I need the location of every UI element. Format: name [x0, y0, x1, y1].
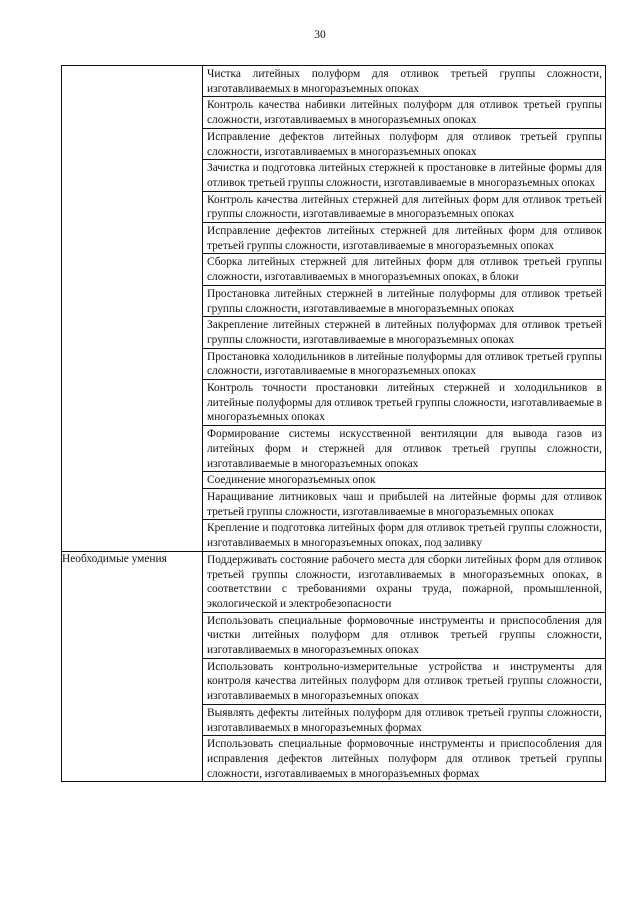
list-item: Контроль качества набивки литейных полуформ для отливок третьей группы сложности, изготавливаемых в многоразъемных опоках	[203, 97, 605, 128]
table-row	[62, 551, 606, 782]
list-item: Закрепление литейных стержней в литейных полуформах для отливок третьей группы сложности, изготавливаемые в многоразъемных опоках	[203, 317, 605, 348]
list-item: Исправление дефектов литейных стержней для литейных форм для отливок третьей группы сложности, изготавливаемые в многоразъемных опоках	[203, 223, 605, 254]
list-item: Формирование системы искусственной вентиляции для вывода газов из литейных форм и стержней для отливок третьей группы сложности, изготавливаемые в многоразъемных опоках	[203, 426, 605, 472]
list-item: Использовать специальные формовочные инструменты и приспособления для исправления дефектов литейных полуформ для отливок третьей группы сложности, изготавливаемых в многоразъемных формах	[207, 738, 602, 780]
list-item: Использовать специальные формовочные инструменты и приспособления для чистки литейных полуформ для отливок третьей группы сложности, изготавливаемых в многоразъемных опоках	[203, 613, 605, 659]
table-row	[62, 66, 606, 552]
list-item: Зачистка и подготовка литейных стержней к простановке в литейные формы для отливок третьей группы сложности, изготавливаемые в многоразъемных опоках	[203, 160, 605, 191]
row-items	[203, 66, 606, 552]
list-item: Крепление и подготовка литейных форм для отливок третьей группы сложности, изготавливаемых в многоразъемных опоках, под заливку	[207, 522, 602, 550]
list-item: Соединение многоразъемных опок	[203, 472, 605, 489]
list-item: Использовать контрольно-измерительные устройства и инструменты для контроля качества литейных полуформ для отливок третьей группы сложности, изготавливаемых в многоразъемных опоках	[203, 659, 605, 705]
list-item: Поддерживать состояние рабочего места для сборки литейных форм для отливок третьей группы сложности, изготавливаемых в многоразъемных опоках, в соответствии с требованиями охраны труда, пожарной, промышленной, экологической и электробезопасности	[203, 552, 605, 613]
requirements-table	[61, 65, 606, 782]
list-item: Наращивание литниковых чаш и прибылей на литейные формы для отливок третьей группы сложности, изготавливаемые в многоразъемных опоках	[203, 489, 605, 520]
list-item: Чистка литейных полуформ для отливок третьей группы сложности, изготавливаемых в многоразъемных опоках	[203, 66, 605, 97]
page-number: 30	[314, 29, 326, 41]
list-item: Выявлять дефекты литейных полуформ для отливок третьей группы сложности, изготавливаемых в многоразъемных формах	[203, 705, 605, 736]
list-item: Простановка литейных стержней в литейные полуформы для отливок третьей группы сложности, изготавливаемые в многоразъемных опоках	[203, 286, 605, 317]
row-label	[62, 66, 203, 552]
row-label: Необходимые умения	[62, 551, 203, 782]
list-item: Сборка литейных стержней для литейных форм для отливок третьей группы сложности, изготавливаемых в многоразъемных опоках, в блоки	[203, 254, 605, 285]
requirements-table-body	[62, 66, 606, 782]
list-item: Простановка холодильников в литейные полуформы для отливок третьей группы сложности, изготавливаемые в многоразъемных опоках	[203, 349, 605, 380]
row-items	[203, 551, 606, 782]
list-item: Исправление дефектов литейных полуформ для отливок третьей группы сложности, изготавливаемых в многоразъемных опоках	[203, 129, 605, 160]
list-item: Контроль качества литейных стержней для литейных форм для отливок третьей группы сложности, изготавливаемые в многоразъемных опоках	[203, 192, 605, 223]
list-item: Контроль точности простановки литейных стержней и холодильников в литейные полуформы для отливок третьей группы сложности, изготавливаемые в многоразъемных опоках	[203, 380, 605, 426]
